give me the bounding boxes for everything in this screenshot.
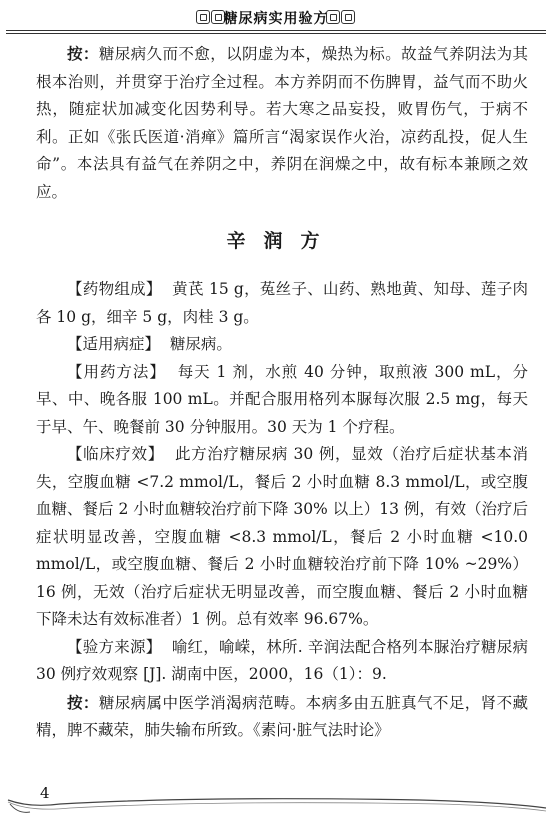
commentary-lead: 按： (67, 44, 99, 63)
usage-text: 每天 1 剂，水煎 40 分钟，取煎液 300 mL，分早、中、晚各服 100 mL。并配合服用格列本脲每次服 2.5 mg，每天于早、午、晚餐前 30 分钟服用。30 天为 1 个疗程。 (36, 362, 528, 436)
composition-text: 黄芪 15 g，菟丝子、山药、熟地黄、知母、莲子肉各 10 g，细辛 5 g，肉桂 3 g。 (36, 280, 528, 326)
source-paragraph (36, 634, 528, 689)
commentary-lead: 按： (67, 692, 99, 712)
usage-label: 【用药方法】 (67, 362, 166, 381)
page-footer (0, 778, 552, 828)
composition-paragraph (36, 276, 528, 331)
header-rule (6, 33, 546, 34)
footer-decoration (0, 778, 552, 828)
commentary-text: 糖尿病久而不愈，以阴虚为本，燥热为标。故益气养阴法为其根本治则，并贯穿于治疗全过程。本方养阴而不伤脾胃，益气而不助火热，随症状加减变化因势利导。若大寒之品妄投，败胃伤气，于病不利。正如《张氏医道·消瘅》篇所言“渴家误作火治，凉药乱投，促人生命”。本法具有益气在养阴之中，养阴在润燥之中，故有标本兼顾之效应。 (36, 45, 528, 201)
composition-label: 【药物组成】 (67, 280, 162, 298)
efficacy-text: 此方治疗糖尿病 30 例，显效（治疗后症状基本消失，空腹血糖 <7.2 mmol/L，餐后 2 小时血糖 8.3 mmol/L，或空腹血糖、餐后 2 小时血糖较治疗前下降 30% 以上）13 例，有效（治疗后症状明显改善，空腹血糖 <8.3 mmol/L，餐后 2 小时血糖 <10.0 mmol/L，或空腹血糖、餐后 2 小时血糖较治疗前下降 10% ~29%）16 例，无效（治疗后症状无明显改善，而空腹血糖、餐后 2 小时血糖下降未达有效标准者）1 例。总有效率 96.67%。 (36, 445, 528, 628)
indication-paragraph (36, 331, 528, 359)
ornament-icon (341, 10, 355, 24)
efficacy-paragraph (36, 441, 528, 634)
efficacy-label: 【临床疗效】 (67, 445, 164, 463)
commentary-paragraph (36, 40, 528, 206)
page-body (36, 40, 528, 745)
commentary-paragraph (36, 689, 528, 745)
indication-text: 糖尿病。 (169, 335, 232, 353)
running-title: 糖尿病实用验方 (223, 11, 329, 27)
running-header (0, 6, 552, 32)
section-title: 辛润方 (226, 230, 338, 252)
ornament-icon (326, 10, 340, 24)
source-label: 【验方来源】 (67, 637, 162, 656)
page-number: 4 (40, 784, 50, 802)
source-text: 喻红，喻嵘，林所. 辛润法配合格列本脲治疗糖尿病 30 例疗效观察 [J]. 湖南中医，2000，16（1）：9. (36, 637, 528, 683)
header-rule (6, 30, 546, 31)
indication-label: 【适用病症】 (67, 335, 161, 353)
commentary-text: 糖尿病属中医学消渴病范畴。本病多由五脏真气不足，肾不藏精，脾不藏荣，肺失输布所致。《素问·脏气法时论》 (36, 693, 528, 739)
usage-paragraph (36, 359, 528, 442)
